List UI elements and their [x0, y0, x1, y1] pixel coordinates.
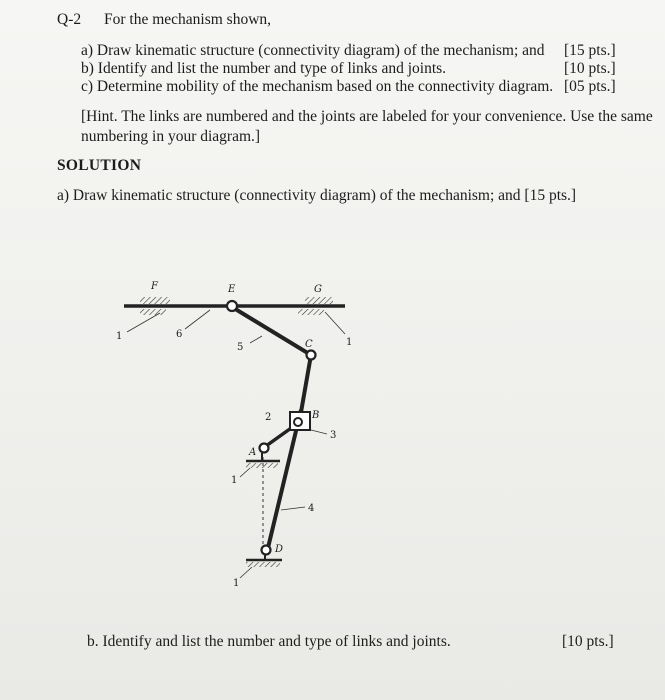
- pin-b: [294, 418, 302, 426]
- leader-link1-right: [325, 312, 345, 334]
- ground-hatch-g: [305, 297, 333, 304]
- label-link-1-right: 1: [346, 337, 353, 348]
- label-link-6: 6: [176, 329, 183, 340]
- label-joint-f: F: [151, 281, 158, 292]
- label-link-3: 3: [330, 430, 337, 441]
- leader-link6: [185, 310, 210, 329]
- link-2: [300, 355, 311, 418]
- question-item-c-points: [05 pts.]: [564, 78, 616, 95]
- solution-part-b-points: [10 pts.]: [562, 633, 614, 650]
- label-link-2: 2: [265, 412, 272, 423]
- pin-c: [307, 351, 316, 360]
- question-item-a-points: [15 pts.]: [564, 42, 616, 59]
- label-joint-d: D: [275, 544, 284, 555]
- label-link-1-left: 1: [116, 331, 123, 342]
- solution-part-b: b. Identify and list the number and type of links and joints.: [87, 633, 451, 650]
- question-number: Q-2: [57, 11, 82, 28]
- pin-a: [260, 444, 269, 453]
- question-item-b-points: [10 pts.]: [564, 60, 616, 77]
- label-link-4: 4: [308, 503, 315, 514]
- label-joint-g: G: [314, 284, 322, 295]
- label-joint-a: A: [249, 447, 257, 458]
- pin-d: [262, 546, 271, 555]
- solution-part-a: a) Draw kinematic structure (connectivity diagram) of the mechanism; and [15 pts.]: [57, 187, 577, 204]
- question-item-a: a) Draw kinematic structure (connectivity diagram) of the mechanism; and: [81, 42, 545, 59]
- hint-text: [Hint. The links are numbered and the joints are labeled for your convenience. Use the same numbering in your diagram.]: [81, 108, 653, 145]
- leader-link1-a: [240, 468, 250, 477]
- ground-hatch-a: [246, 463, 278, 468]
- ground-hatch-g-lower: [298, 309, 324, 315]
- ground-hatch-f-lower: [140, 309, 166, 315]
- question-item-c: c) Determine mobility of the mechanism based on the connectivity diagram.: [81, 78, 554, 95]
- question-item-b: b) Identify and list the number and type of links and joints.: [81, 60, 447, 77]
- pin-e: [227, 301, 237, 311]
- solution-heading: SOLUTION: [57, 157, 142, 174]
- label-joint-e: E: [228, 284, 236, 295]
- ground-hatch-f: [140, 297, 170, 304]
- leader-link5: [250, 336, 262, 343]
- leader-link1-left: [127, 313, 160, 332]
- label-link-1-d: 1: [233, 578, 240, 589]
- ground-hatch-d: [246, 562, 280, 567]
- question-prompt: For the mechanism shown,: [104, 11, 272, 28]
- leader-link1-d: [240, 567, 252, 578]
- label-joint-c: C: [305, 339, 313, 350]
- label-joint-b: B: [312, 410, 320, 421]
- label-link-5: 5: [237, 342, 244, 353]
- leader-link4: [281, 507, 305, 510]
- label-link-1-a: 1: [231, 475, 238, 486]
